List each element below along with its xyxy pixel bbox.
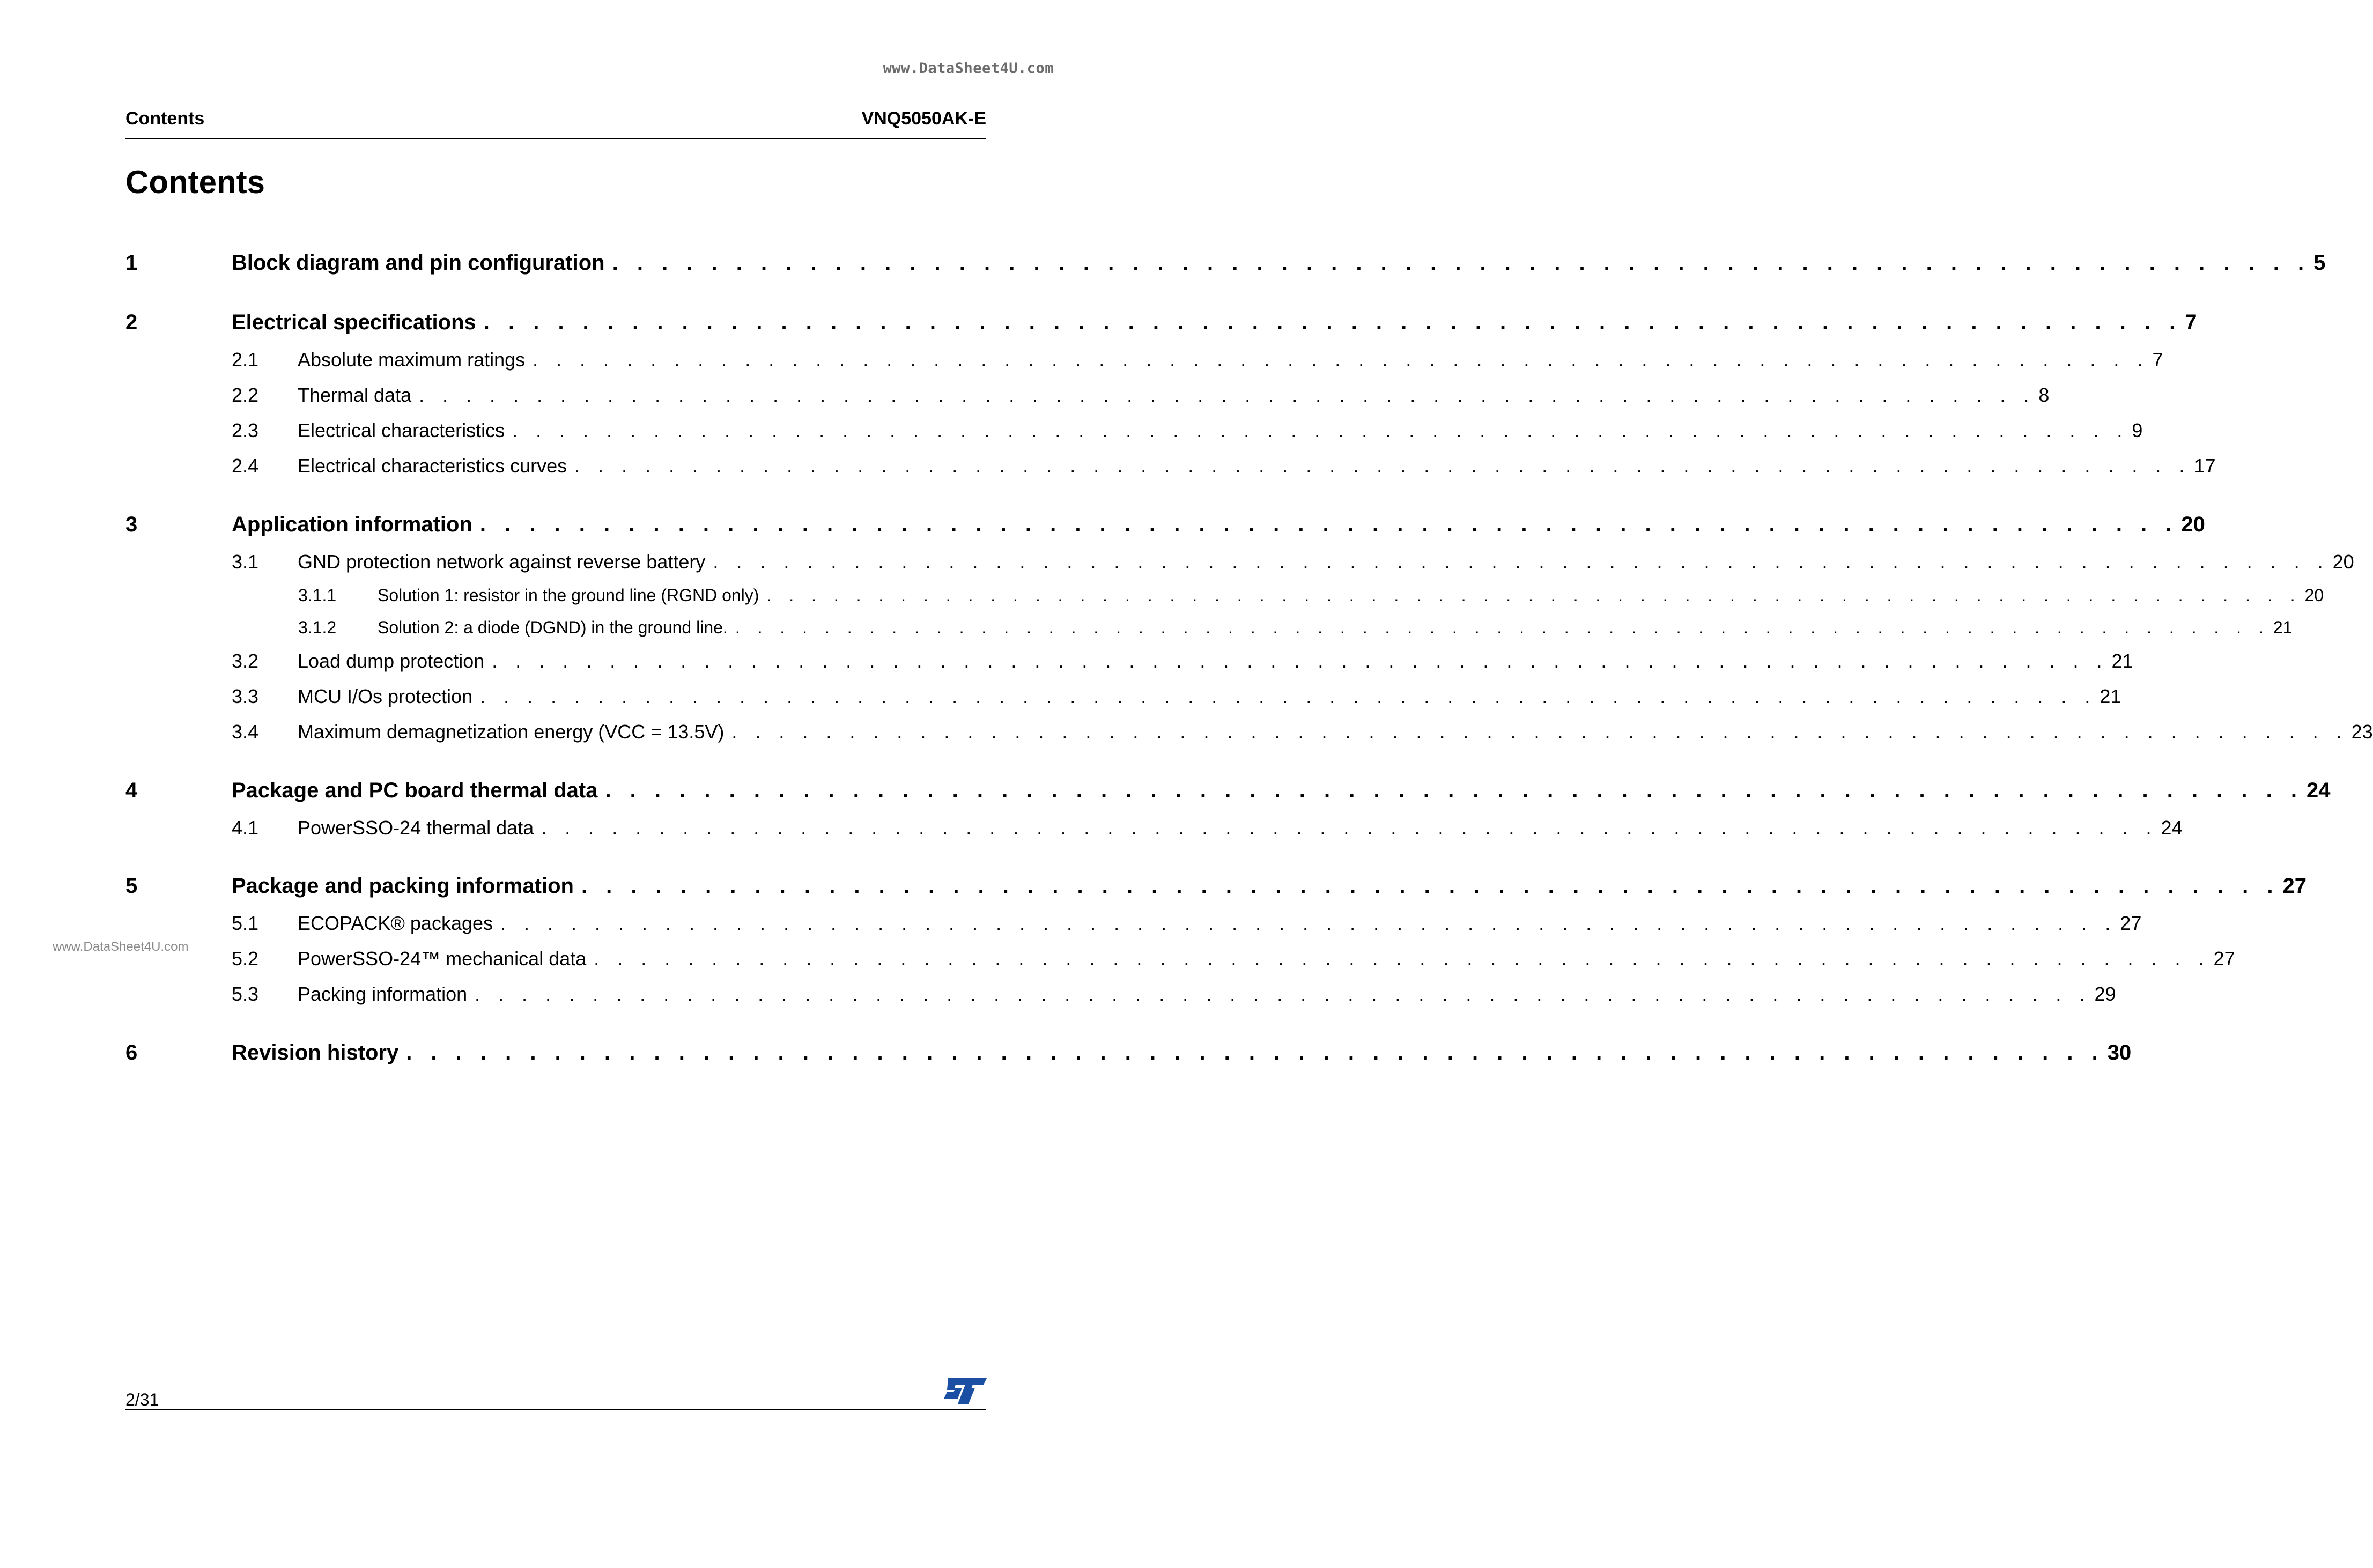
toc-page: 30 [2107,1041,2132,1064]
toc-entry-5-3[interactable] [232,983,2116,1005]
toc-leader: . . . . . . . . . . . . . . . . . . . . . . . . . . . . . . . . . . . . . . . . . . . . . . . . . . . . . . . . . . . . . . . . . . . . . [605,779,2303,802]
toc-leader: . . . . . . . . . . . . . . . . . . . . . . . . . . . . . . . . . . . . . . . . . . . . . . . . . . . . . . . . . . . . . . . . . . . . . [574,455,2191,477]
toc-entry-4[interactable] [125,779,2331,803]
toc-number: 3 [125,513,138,536]
toc-entry-3[interactable] [125,513,2205,537]
toc-page: 17 [2194,455,2216,477]
toc-entry-3-1-2[interactable] [298,618,2293,638]
toc-leader: . . . . . . . . . . . . . . . . . . . . . . . . . . . . . . . . . . . . . . . . . . . . . . . . . . . . . . . . . . . . . . . . . . . . . [512,419,2129,441]
toc-entry-3-4[interactable] [232,721,2373,743]
toc-leader: . . . . . . . . . . . . . . . . . . . . . . . . . . . . . . . . . . . . . . . . . . . . . . . . . . . . . . . . . . . . . . . . . . . . . [766,586,2302,605]
toc-leader: . . . . . . . . . . . . . . . . . . . . . . . . . . . . . . . . . . . . . . . . . . . . . . . . . . . . . . . . . . . . . . . . . . . . . [500,912,2117,934]
toc-title: Package and packing information [232,874,581,898]
toc-entry-1[interactable] [125,251,2326,275]
toc-page: 20 [2332,551,2354,573]
toc-page: 5 [2313,251,2326,275]
toc-title: Load dump protection [298,650,492,672]
toc-title: Solution 2: a diode (DGND) in the ground line. [378,618,735,638]
toc-entry-2-4[interactable] [232,455,2216,477]
toc-entry-5[interactable] [125,874,2307,898]
page-number: 2/31 [125,1390,159,1409]
toc-number: 3.2 [232,650,259,672]
toc-page: 24 [2161,817,2183,839]
toc-title: Electrical characteristics curves [298,455,574,477]
toc-page: 27 [2282,874,2307,898]
watermark-top: www.DataSheet4U.com [883,60,1054,77]
toc-entry-3-1[interactable] [232,551,2354,573]
toc-title: Electrical characteristics [298,419,512,442]
toc-page: 23 [2351,721,2373,743]
toc-number: 2.4 [232,455,259,477]
toc-number: 4 [125,779,138,802]
toc-number: 2 [125,310,138,334]
toc-number: 3.1.1 [298,586,337,605]
toc-title: Maximum demagnetization energy (VCC = 13.5V) [298,721,731,743]
toc-leader: . . . . . . . . . . . . . . . . . . . . . . . . . . . . . . . . . . . . . . . . . . . . . . . . . . . . . . . . . . . . . . . . . . . . . [533,349,2149,371]
toc-page: 20 [2181,513,2205,536]
toc-title: Package and PC board thermal data [232,779,605,803]
header-rule [125,138,986,139]
toc-page: 20 [2304,586,2324,605]
toc-page: 29 [2094,983,2116,1005]
toc-entry-5-2[interactable] [232,948,2235,970]
toc-title: PowerSSO-24 thermal data [298,817,541,839]
toc-page: 24 [2306,779,2331,802]
st-logo-icon [944,1377,987,1405]
toc-leader: . . . . . . . . . . . . . . . . . . . . . . . . . . . . . . . . . . . . . . . . . . . . . . . . . . . . . . . . . . . . . . . . . . . . . [735,618,2270,637]
toc-number: 5.3 [232,983,259,1005]
toc-page: 7 [2152,349,2163,371]
page-title: Contents [125,164,265,200]
toc-leader: . . . . . . . . . . . . . . . . . . . . . . . . . . . . . . . . . . . . . . . . . . . . . . . . . . . . . . . . . . . . . . . . . . . . . [713,551,2330,573]
footer-rule [125,1409,986,1410]
toc-number: 3.1.2 [298,618,337,637]
toc-leader: . . . . . . . . . . . . . . . . . . . . . . . . . . . . . . . . . . . . . . . . . . . . . . . . . . . . . . . . . . . . . . . . . . . . . [483,310,2182,334]
toc-entry-4-1[interactable] [232,817,2183,839]
toc-number: 3.4 [232,721,259,743]
toc-number: 3.1 [232,551,259,573]
toc-leader: . . . . . . . . . . . . . . . . . . . . . . . . . . . . . . . . . . . . . . . . . . . . . . . . . . . . . . . . . . . . . . . . . . . . . [731,721,2348,743]
toc-number: 2.1 [232,349,259,371]
toc-leader: . . . . . . . . . . . . . . . . . . . . . . . . . . . . . . . . . . . . . . . . . . . . . . . . . . . . . . . . . . . . . . . . . . . . . [479,513,2178,536]
toc-leader: . . . . . . . . . . . . . . . . . . . . . . . . . . . . . . . . . . . . . . . . . . . . . . . . . . . . . . . . . . . . . . . . . . . . . [419,384,2036,406]
watermark-side: www.DataSheet4U.com [53,940,189,954]
toc-entry-2-2[interactable] [232,384,2050,406]
toc-leader: . . . . . . . . . . . . . . . . . . . . . . . . . . . . . . . . . . . . . . . . . . . . . . . . . . . . . . . . . . . . . . . . . . . . . [541,817,2158,839]
toc-entry-2-3[interactable] [232,419,2143,442]
toc-leader: . . . . . . . . . . . . . . . . . . . . . . . . . . . . . . . . . . . . . . . . . . . . . . . . . . . . . . . . . . . . . . . . . . . . . [475,983,2091,1005]
toc-entry-2-1[interactable] [232,349,2163,371]
toc-page: 8 [2038,384,2050,406]
running-header-part-number: VNQ5050AK-E [861,108,986,129]
toc-number: 2.3 [232,419,259,441]
toc-entry-3-2[interactable] [232,650,2133,672]
toc-page: 7 [2185,310,2197,334]
toc-page: 21 [2273,618,2293,637]
toc-title: PowerSSO-24™ mechanical data [298,948,594,970]
toc-title: Revision history [232,1041,406,1065]
toc-page: 27 [2120,912,2142,934]
toc-leader: . . . . . . . . . . . . . . . . . . . . . . . . . . . . . . . . . . . . . . . . . . . . . . . . . . . . . . . . . . . . . . . . . . . . . [594,948,2211,970]
toc-entry-2[interactable] [125,310,2197,335]
toc-title: Block diagram and pin configuration [232,251,612,275]
toc-leader: . . . . . . . . . . . . . . . . . . . . . . . . . . . . . . . . . . . . . . . . . . . . . . . . . . . . . . . . . . . . . . . . . . . . . [612,251,2311,275]
toc-page: 21 [2100,685,2121,707]
toc-page: 9 [2132,419,2143,441]
toc-title: Electrical specifications [232,310,484,335]
toc-page: 27 [2213,948,2235,970]
toc-number: 5 [125,874,138,898]
toc-number: 5.1 [232,912,259,934]
running-header-section: Contents [125,108,205,129]
toc-title: MCU I/Os protection [298,685,480,708]
toc-title: Packing information [298,983,475,1005]
toc-entry-3-3[interactable] [232,685,2121,708]
toc-page: 21 [2111,650,2133,672]
toc-leader: . . . . . . . . . . . . . . . . . . . . . . . . . . . . . . . . . . . . . . . . . . . . . . . . . . . . . . . . . . . . . . . . . . . . . [492,650,2109,672]
toc-number: 5.2 [232,948,259,970]
toc-number: 4.1 [232,817,259,839]
toc-title: Absolute maximum ratings [298,349,533,371]
toc-title: Application information [232,513,480,537]
toc-title: GND protection network against reverse battery [298,551,713,573]
toc-entry-3-1-1[interactable] [298,586,2324,605]
toc-title: Thermal data [298,384,419,406]
toc-number: 6 [125,1041,138,1064]
toc-leader: . . . . . . . . . . . . . . . . . . . . . . . . . . . . . . . . . . . . . . . . . . . . . . . . . . . . . . . . . . . . . . . . . . . . . [406,1041,2104,1064]
toc-title: Solution 1: resistor in the ground line (RGND only) [378,586,766,605]
toc-number: 1 [125,251,138,275]
toc-number: 2.2 [232,384,259,406]
toc-number: 3.3 [232,685,259,707]
toc-entry-5-1[interactable] [232,912,2142,935]
toc-entry-6[interactable] [125,1041,2132,1065]
toc-leader: . . . . . . . . . . . . . . . . . . . . . . . . . . . . . . . . . . . . . . . . . . . . . . . . . . . . . . . . . . . . . . . . . . . . . [581,874,2280,898]
toc-title: ECOPACK® packages [298,912,500,935]
toc-leader: . . . . . . . . . . . . . . . . . . . . . . . . . . . . . . . . . . . . . . . . . . . . . . . . . . . . . . . . . . . . . . . . . . . . . [480,685,2097,707]
